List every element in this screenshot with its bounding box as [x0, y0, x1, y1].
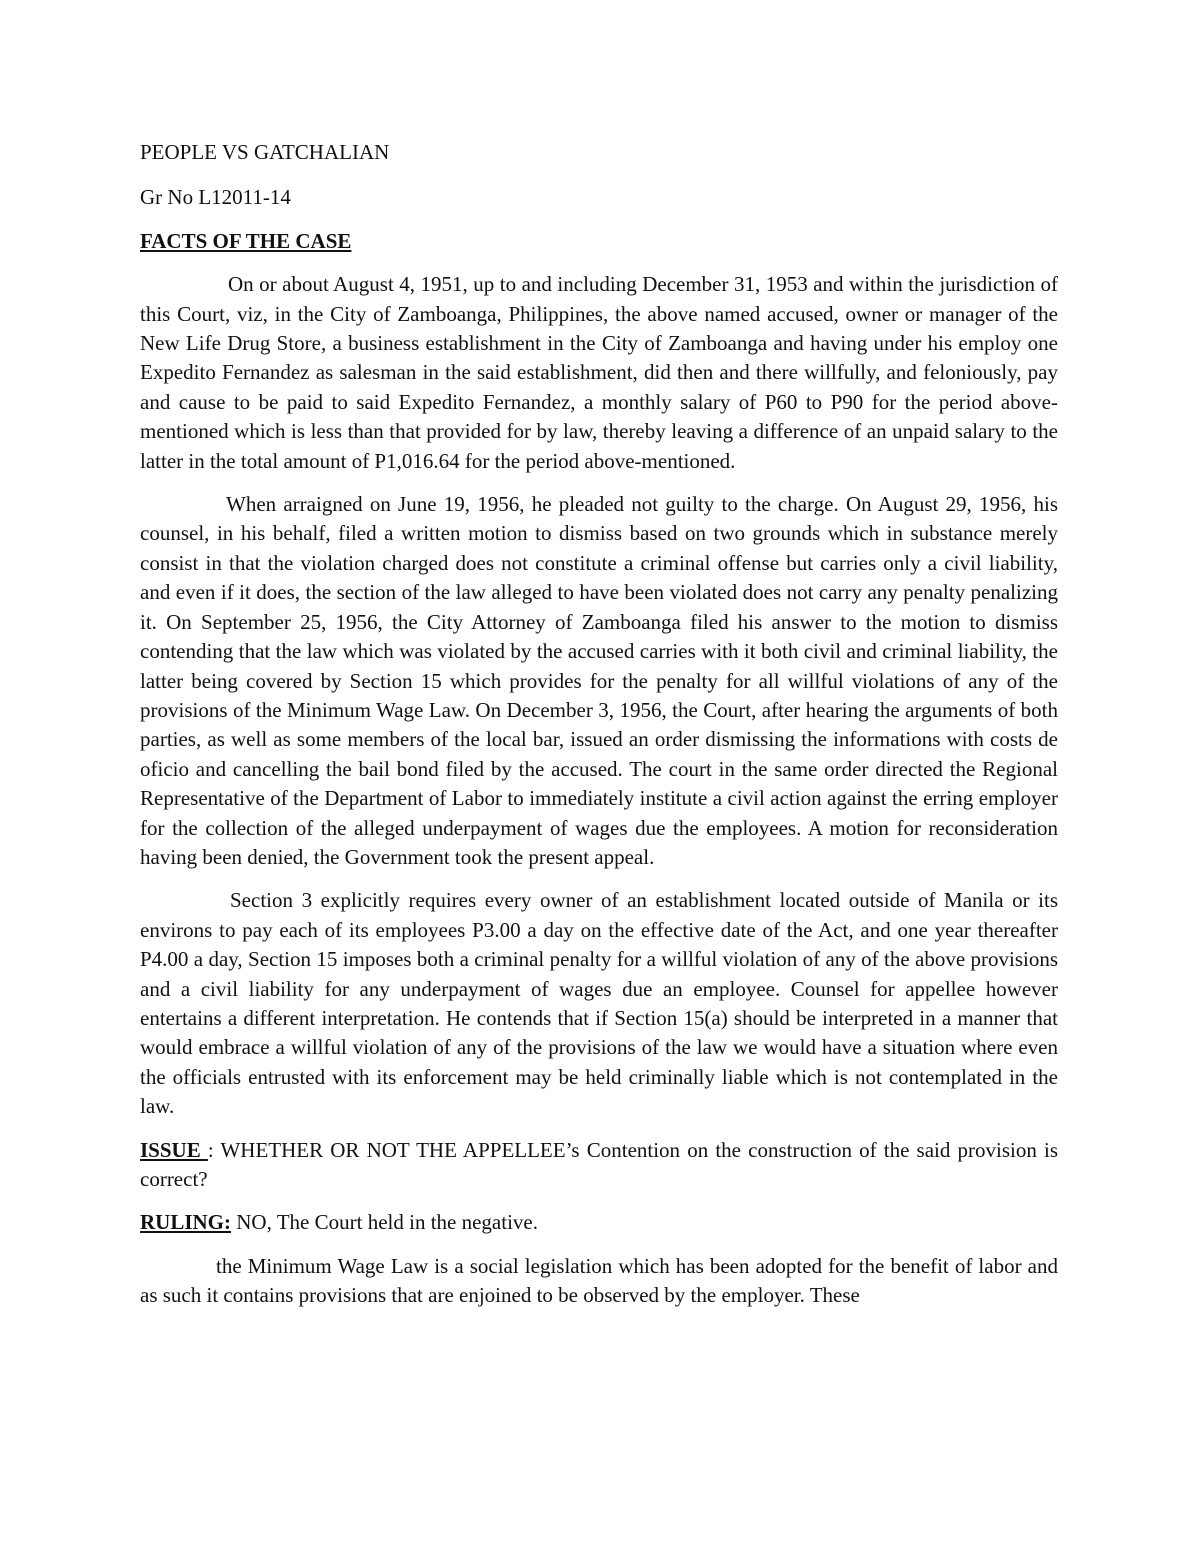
facts-paragraph-1: On or about August 4, 1951, up to and including December 31, 1953 and within the jurisdiction of this Court, viz, in the City of Zamboanga, Philippines, the above named accused, owner or manager of the New Life Drug Store, a business establishment in the City of Zamboanga and having under his employ one Expedito Fernandez as salesman in the said establishment, did then and there willfully, and feloniously, pay and cause to be paid to said Expedito Fernandez, a monthly salary of P60 to P90 for the period above-mentioned which is less than that provided for by law, thereby leaving a difference of an unpaid salary to the latter in the total amount of P1,016.64 for the period above-mentioned. — [140, 272, 1058, 473]
issue-label: ISSUE — [140, 1137, 208, 1162]
issue-section — [140, 1136, 1058, 1195]
facts-paragraph-2: When arraigned on June 19, 1956, he pleaded not guilty to the charge. On August 29, 1956, his counsel, in his behalf, filed a written motion to dismiss based on two grounds which in substance merely consist in that the violation charged does not constitute a criminal offense but carries only a civil liability, and even if it does, the section of the law alleged to have been violated does not carry any penalty penalizing it. On September 25, 1956, the City Attorney of Zamboanga filed his answer to the motion to dismiss contending that the law which was violated by the accused carries with it both civil and criminal liability, the latter being covered by Section 15 which provides for the penalty for all willful violations of any of the provisions of the Minimum Wage Law. On December 3, 1956, the Court, after hearing the arguments of both parties, as well as some members of the local bar, issued an order dismissing the informations with costs de oficio and cancelling the bail bond filed by the accused. The court in the same order directed the Regional Representative of the Department of Labor to immediately institute a civil action against the erring employer for the collection of the alleged underpayment of wages due the employees. A motion for reconsideration having been denied, the Government took the present appeal. — [140, 492, 1058, 869]
facts-heading: FACTS OF THE CASE — [140, 228, 352, 253]
ruling-paragraph: the Minimum Wage Law is a social legislation which has been adopted for the benefit of labor and as such it contains provisions that are enjoined to be observed by the employer. These — [140, 1253, 1058, 1308]
issue-text: : WHETHER OR NOT THE APPELLEE’s Contention on the construction of the said provision is correct? — [140, 1137, 1059, 1191]
facts-paragraph-3: Section 3 explicitly requires every owner of an establishment located outside of Manila or its environs to pay each of its employees P3.00 a day on the effective date of the Act, and one year thereafter P4.00 a day, Section 15 imposes both a criminal penalty for a willful violation of any of the above provisions and a civil liability for any underpayment of wages due an employee. Counsel for appellee however entertains a different interpretation. He contends that if Section 15(a) should be interpreted in a manner that would embrace a willful violation of any of the provisions of the law we would have a situation where even the officials entrusted with its enforcement may be held criminally liable which is not contemplated in the law. — [140, 888, 1058, 1119]
document-page — [140, 138, 1058, 1311]
ruling-text: NO, The Court held in the negative. — [231, 1210, 538, 1235]
ruling-section — [140, 1208, 1058, 1237]
gr-number: Gr No L12011-14 — [140, 185, 291, 210]
case-title: PEOPLE VS GATCHALIAN — [140, 140, 390, 164]
ruling-label: RULING: — [140, 1210, 232, 1235]
